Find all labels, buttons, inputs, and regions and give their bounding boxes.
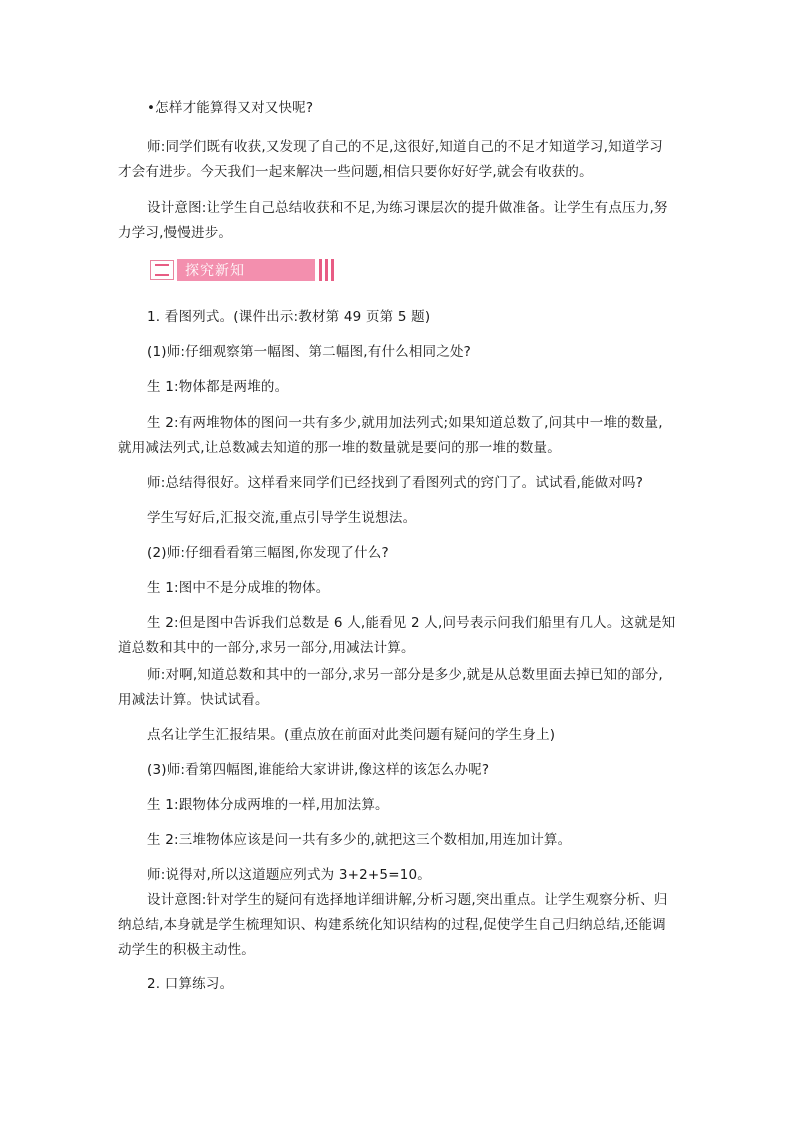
paragraph-item-2 [147, 972, 707, 997]
text-line: 生 1:物体都是两堆的。 [147, 379, 289, 395]
text-line: 生 2:但是图中告诉我们总数是 6 人,能看见 2 人,问号表示问我们船里有几人。这就是知 [147, 615, 676, 631]
paragraph-item-1 [147, 305, 707, 330]
section-title [177, 259, 315, 281]
text-line: •怎样才能算得又对又快呢? [147, 100, 314, 116]
paragraph-design-intent-2 [118, 888, 707, 963]
paragraph-s2-b [118, 611, 707, 661]
decorative-stripes [319, 259, 334, 281]
text-line: 动学生的积极主动性。 [118, 942, 255, 958]
text-line: 力学习,慢慢进步。 [118, 225, 233, 241]
paragraph-teacher-praise [147, 471, 707, 496]
text-line: 师:对啊,知道总数和其中的一部分,求另一部分是多少,就是从总数里面去掉已知的部分, [147, 667, 663, 683]
text-line: 就用减法列式,让总数减去知道的那一堆的数量就是要问的那一堆的数量。 [118, 440, 561, 456]
paragraph-teacher-summary [118, 135, 707, 185]
paragraph-design-intent-1 [118, 196, 707, 246]
text-line: (2)师:仔细看看第三幅图,你发现了什么? [147, 545, 389, 561]
paragraph-s1-b [147, 576, 707, 601]
text-line: (1)师:仔细观察第一幅图、第二幅图,有什么相同之处? [147, 344, 472, 360]
section-banner [150, 259, 334, 281]
text-line: 师:同学们既有收获,又发现了自己的不足,这很好,知道自己的不足才知道学习,知道学习 [147, 139, 663, 155]
text-line: 生 2:三堆物体应该是问一共有多少的,就把这三个数相加,用连加计算。 [147, 832, 572, 848]
paragraph-s2-a [118, 411, 707, 461]
paragraph-s1-c [147, 793, 707, 818]
paragraph-q3 [147, 758, 707, 783]
text-line: 师:说得对,所以这道题应列式为 3+2+5=10。 [147, 867, 432, 883]
paragraph-question [147, 96, 707, 121]
text-line: 1. 看图列式。(课件出示:教材第 49 页第 5 题) [147, 309, 431, 325]
paragraph-q2 [147, 541, 707, 566]
text-line: 点名让学生汇报结果。(重点放在前面对此类问题有疑问的学生身上) [147, 727, 556, 743]
paragraph-s2-c [147, 828, 707, 853]
paragraph-call-on [147, 723, 707, 748]
chinese-numeral-two-icon [150, 260, 174, 280]
text-line: 用减法计算。快试试看。 [118, 692, 269, 708]
paragraph-teacher-explain [118, 663, 707, 713]
text-line: 学生写好后,汇报交流,重点引导学生说想法。 [147, 510, 417, 526]
text-line: 师:总结得很好。这样看来同学们已经找到了看图列式的窍门了。试试看,能做对吗? [147, 475, 644, 491]
text-line: 纳总结,本身就是学生梳理知识、构建系统化知识结构的过程,促使学生自己归纳总结,还能调 [118, 917, 666, 933]
paragraph-s1-a [147, 375, 707, 400]
text-line: 生 2:有两堆物体的图问一共有多少,就用加法列式;如果知道总数了,问其中一堆的数量, [147, 415, 663, 431]
text-line: (3)师:看第四幅图,谁能给大家讲讲,像这样的该怎么办呢? [147, 762, 490, 778]
paragraph-student-report [147, 506, 707, 531]
text-line: 生 1:跟物体分成两堆的一样,用加法算。 [147, 797, 389, 813]
text-line: 设计意图:针对学生的疑问有选择地详细讲解,分析习题,突出重点。让学生观察分析、归 [147, 892, 668, 908]
paragraph-teacher-conclusion [147, 863, 707, 888]
text-line: 生 1:图中不是分成堆的物体。 [147, 580, 330, 596]
text-line: 道总数和其中的一部分,求另一部分,用减法计算。 [118, 640, 415, 656]
text-line: 2. 口算练习。 [147, 976, 234, 992]
text-line: 才会有进步。今天我们一起来解决一些问题,相信只要你好好学,就会有收获的。 [118, 164, 593, 180]
section-title-text: 探究新知 [185, 263, 245, 279]
paragraph-q1 [147, 340, 707, 365]
text-line: 设计意图:让学生自己总结收获和不足,为练习课层次的提升做准备。让学生有点压力,努 [147, 200, 668, 216]
